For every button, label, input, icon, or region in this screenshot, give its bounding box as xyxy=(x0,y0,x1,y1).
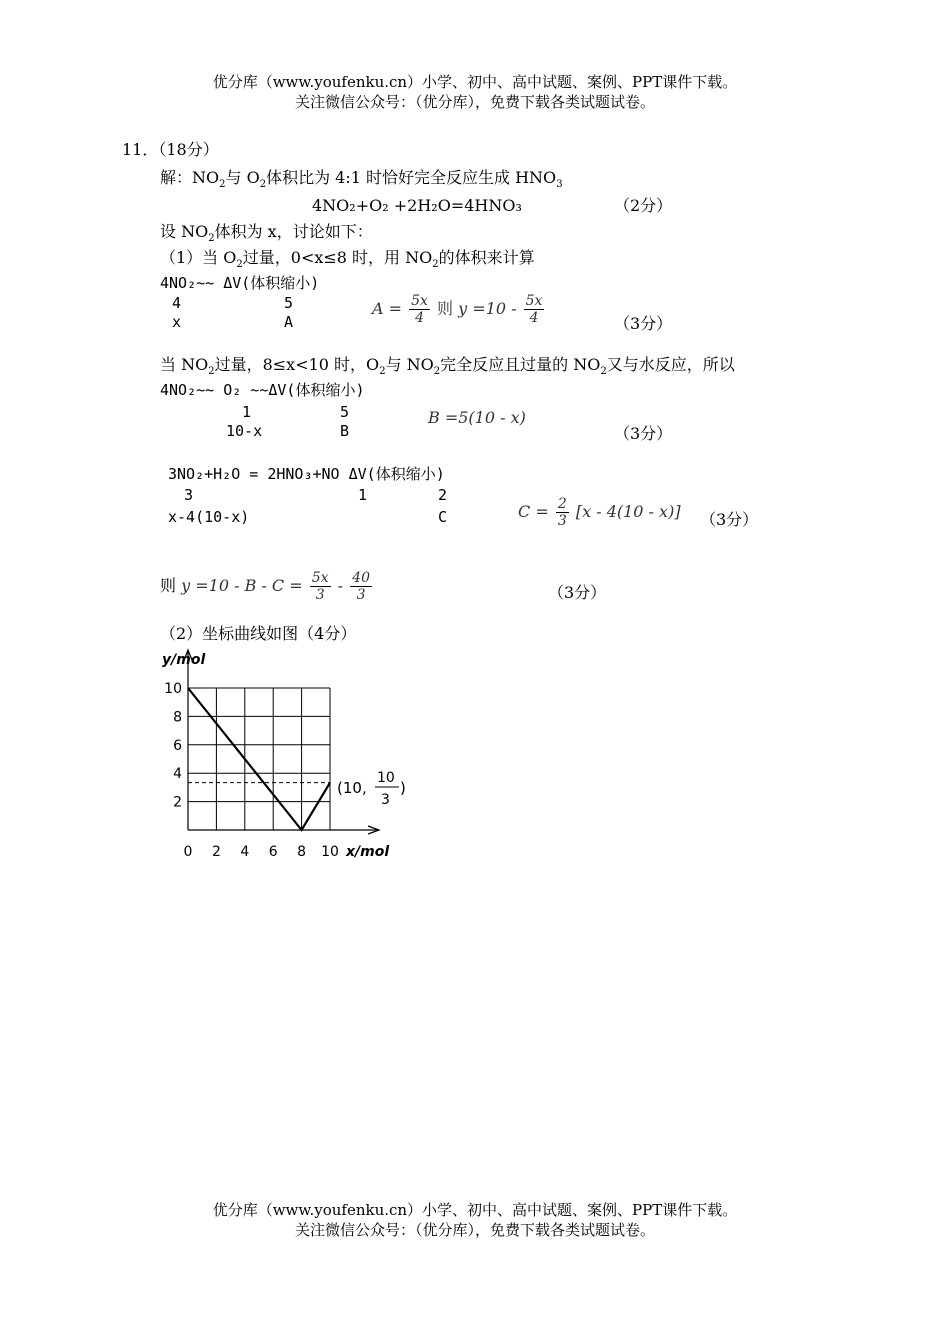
part2-caption: （2）坐标曲线如图（4分） xyxy=(160,624,357,643)
formula-y1-num: 5x xyxy=(525,293,543,309)
point-annotation-suffix: ) xyxy=(400,779,406,797)
intro-text-b: 与 O xyxy=(225,168,260,187)
reaction3-qty-1: x-4(10-x) xyxy=(168,508,250,526)
x-tick-label: 10 xyxy=(321,844,339,860)
point-annotation-numerator: 10 xyxy=(377,770,395,786)
case1-text-c: 的体积来计算 xyxy=(438,248,535,267)
chart-ticks xyxy=(164,681,339,860)
setup-text-b: 体积为 x，讨论如下： xyxy=(214,222,373,241)
y-tick-label: 2 xyxy=(173,794,182,811)
final-f2-num: 40 xyxy=(352,570,370,586)
intro-text-a: 解：NO xyxy=(160,168,220,187)
setup-line: 设 $NO_2$体积为 x，讨论如下： xyxy=(160,222,373,245)
reaction2-qty-2: B xyxy=(340,422,350,440)
chart-series xyxy=(188,688,330,830)
formula-C-fraction xyxy=(556,496,569,529)
footer-line-2: 关注微信公众号：（优分库），免费下载各类试题试卷。 xyxy=(294,1221,655,1239)
reaction1-coef-2: 5 xyxy=(284,294,294,312)
formula-then: 则 xyxy=(437,299,454,318)
final-minus: - xyxy=(337,576,344,595)
final-f2-den: 3 xyxy=(356,587,366,603)
formula-y1-den: 4 xyxy=(529,310,539,326)
problem-heading xyxy=(122,140,219,160)
case2-text-a: 当 NO xyxy=(160,355,209,374)
y-tick-label: 8 xyxy=(173,709,182,726)
reaction1-coef-1: 4 xyxy=(172,294,182,312)
reaction3-coef-2: 1 xyxy=(358,486,368,504)
x-tick-label: 2 xyxy=(211,844,221,860)
reaction3-score: （3分） xyxy=(700,510,759,529)
reaction3-coef-3: 2 xyxy=(438,486,448,504)
equation-score: （2分） xyxy=(614,196,673,215)
x-tick-label: 0 xyxy=(183,844,193,860)
main-equation: 4NO₂+O₂ +2H₂O=4HNO₃ xyxy=(312,196,522,215)
x-tick-label: 6 xyxy=(268,844,278,860)
reaction1-qty-1: x xyxy=(172,313,182,331)
intro-line: 解：$NO_2$与 $O_2$体积比为 4:1 时恰好完全反应生成 $HNO_3$ xyxy=(160,168,563,191)
case2-text-c: 与 NO xyxy=(385,355,434,374)
problem-score: （18分） xyxy=(158,140,219,159)
reaction1-header: 4NO₂~~ ΔV(体积缩小) xyxy=(160,274,320,292)
formula-A xyxy=(372,293,546,326)
case2-text-e: 又与水反应，所以 xyxy=(606,355,735,374)
case1-text-a: （1）当 O xyxy=(160,248,237,267)
final-formula xyxy=(160,570,374,603)
formula-B: B =5(10 - x) xyxy=(428,408,526,427)
problem-number: 11． xyxy=(122,140,159,159)
reaction2-header: 4NO₂~~ O₂ ~~ΔV(体积缩小) xyxy=(160,381,365,399)
header-line-2: 关注微信公众号：（优分库），免费下载各类试题试卷。 xyxy=(294,93,655,111)
reaction1-score: （3分） xyxy=(614,314,673,333)
case2-text-d: 完全反应且过量的 NO xyxy=(440,355,601,374)
intro-text-c: 体积比为 4:1 时恰好完全反应生成 HNO xyxy=(266,168,557,187)
coordinate-chart xyxy=(150,644,420,864)
x-axis-label: x/mol xyxy=(346,844,390,860)
final-fraction-1 xyxy=(310,570,331,603)
series-line-y xyxy=(188,688,330,830)
reaction2-qty-1: 10-x xyxy=(226,422,263,440)
final-lhs: y =10 - B - C = xyxy=(181,576,303,595)
footer-line-1: 优分库（www.youfenku.cn）小学、初中、高中试题、案例、PPT课件下载。 xyxy=(212,1201,738,1219)
formula-A-fraction xyxy=(409,293,430,326)
formula-C-num: 2 xyxy=(557,496,567,512)
reaction2-coef-2: 5 xyxy=(340,403,350,421)
chart-grid xyxy=(188,688,330,830)
formula-C-lhs: C = xyxy=(518,502,549,521)
setup-text-a: 设 NO xyxy=(160,222,209,241)
reaction2-score: （3分） xyxy=(614,424,673,443)
formula-C xyxy=(518,496,681,529)
y-tick-label: 6 xyxy=(173,737,182,754)
case1-text-b: 过量，0<x≤8 时，用 NO xyxy=(242,248,433,267)
reaction3-coef-1: 3 xyxy=(184,486,194,504)
final-score: （3分） xyxy=(548,583,607,602)
case1-line: （1）当 $O_2$过量，0<x≤8 时，用 $NO_2$的体积来计算 xyxy=(160,248,535,271)
formula-C-den: 3 xyxy=(557,513,567,529)
final-f1-num: 5x xyxy=(311,570,329,586)
header-line-1: 优分库（www.youfenku.cn）小学、初中、高中试题、案例、PPT课件下载。 xyxy=(212,73,738,91)
formula-A-lhs: A = xyxy=(372,299,403,318)
formula-C-rest: [x - 4(10 - x)] xyxy=(575,502,681,521)
case2-line: 当 $NO_2$过量，8≤x<10 时，$O_2$与 $NO_2$完全反应且过量的 $NO_2$又与水反应，所以 xyxy=(160,355,735,378)
point-annotation-denominator: 3 xyxy=(381,792,390,808)
final-fraction-2 xyxy=(350,570,372,603)
reaction2-coef-1: 1 xyxy=(242,403,252,421)
x-tick-label: 8 xyxy=(297,844,307,860)
formula-y1-lhs: y =10 - xyxy=(458,299,517,318)
y-tick-label: 4 xyxy=(173,766,182,783)
point-annotation-prefix: (10, xyxy=(337,779,367,797)
x-tick-label: 4 xyxy=(240,844,250,860)
final-f1-den: 3 xyxy=(315,587,325,603)
reaction1-qty-2: A xyxy=(284,313,294,331)
y-tick-label: 10 xyxy=(164,681,182,697)
final-then: 则 xyxy=(160,576,177,595)
case2-text-b: 过量，8≤x<10 时，O xyxy=(214,355,380,374)
reaction3-header: 3NO₂+H₂O = 2HNO₃+NO ΔV(体积缩小) xyxy=(168,465,445,483)
reaction3-qty-2: C xyxy=(438,508,448,526)
y-axis-label: y/mol xyxy=(162,652,206,668)
formula-y1-fraction xyxy=(524,293,545,326)
formula-A-num: 5x xyxy=(411,293,428,309)
formula-A-den: 4 xyxy=(415,310,424,326)
